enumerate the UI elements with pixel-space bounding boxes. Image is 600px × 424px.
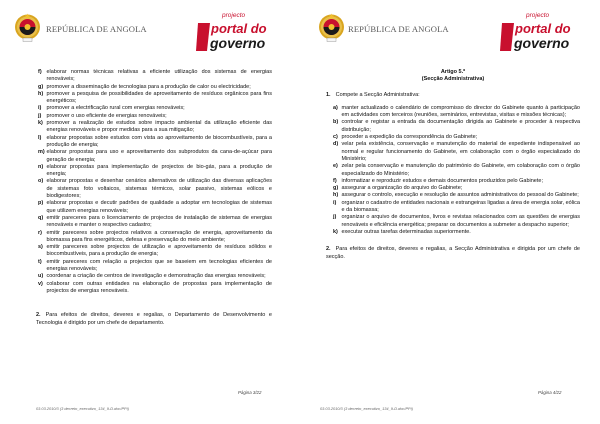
article-subtitle: (Secção Administrativa) — [421, 76, 485, 83]
angola-coat-of-arms-icon — [318, 13, 345, 42]
item-label: q) — [38, 214, 44, 221]
item-text: elaborar propostas para uso e aproveitamento dos subprodutos da cana-de-açúcar para geração de energia; — [46, 149, 272, 163]
item-label: k) — [38, 120, 43, 127]
intro-number: 1. — [326, 91, 331, 98]
article-intro — [326, 92, 580, 99]
item-label: u) — [38, 273, 44, 280]
item-label: r) — [38, 229, 42, 236]
item-text: elaborar normas técnicas relativas a eficiente utilização dos sistemas de energias renováveis; — [46, 69, 272, 83]
list-item — [333, 229, 580, 236]
item-text: promover a electrificação rural com energias renováveis; — [46, 105, 185, 112]
list-item — [38, 281, 272, 296]
item-text: elaborar propostas e decutir padrões de qualidade a adoptar em tecnologias de sistemas que utilizem energias renováveis; — [46, 200, 272, 214]
list-item — [333, 141, 580, 163]
svg-text:governo: governo — [514, 35, 570, 51]
item-text: colaborar com outras entidades na elaboração de propostas para implementação de projectos de energias renováveis. — [46, 280, 272, 294]
item-text: elaborar propostas e desenhar cenários alternativos de utilização das diversas aplicações de sistemas foto voltaicos, sistemas térmicos, solar passivo, sistemas eólicos e biodigestores; — [46, 178, 272, 200]
list-item — [38, 178, 272, 200]
article-title: Artigo 5.º — [440, 69, 466, 75]
item-label: g) — [38, 83, 44, 90]
svg-text:portal do: portal do — [211, 21, 267, 36]
svg-text:projecto: projecto — [526, 12, 550, 19]
item-label: f) — [38, 69, 42, 75]
item-label: l) — [38, 134, 42, 141]
page-number: Página 4/22 — [538, 390, 562, 395]
item-text: organizar o cadastro de entidades nacionais e estrangeiras ligadas a área de energia solar, eólica e da biomassa; — [341, 199, 580, 214]
item-label: c) — [333, 134, 338, 141]
list-item — [38, 113, 272, 120]
item-text: manter actualizado o calendário de compromisso do director do Gabinete quanto à participação em actividades com terceiros (reuniões, seminários, entrevistas, visitas e missões técnicas); — [341, 104, 580, 119]
item-text: controlar e registar a entrada da documentação dirigida ao Gabinete e proceder à respectiva distribuição; — [341, 119, 580, 133]
item-label: a) — [333, 104, 338, 111]
list-item — [38, 84, 272, 91]
item-text: emitir pareceres com relação a projectos que se baseiem em tecnologias eficientes de energias renováveis; — [46, 258, 272, 273]
item-text: zelar pela conservação e manutenção do património do Gabinete, em colaboração com o órgão especializado do Ministério; — [341, 163, 580, 177]
list-item — [38, 273, 272, 280]
list-item — [38, 105, 272, 112]
item-label: m) — [38, 149, 45, 156]
paragraph-number: 2. — [36, 312, 41, 319]
item-text: elaborar propostas para implementação de projectos de bio-gás, para a produção de energia; — [46, 163, 272, 178]
item-label: h) — [38, 90, 44, 97]
list-item — [38, 164, 272, 179]
item-text: promover a disseminação de tecnologias para a produção de calor ou electricidade; — [46, 83, 251, 90]
page-number: Página 3/22 — [238, 390, 262, 395]
list-item — [333, 185, 580, 192]
paragraph-number: 2. — [326, 246, 331, 253]
svg-text:projecto: projecto — [222, 12, 246, 19]
list-item — [333, 119, 580, 134]
right-page-body — [326, 69, 580, 261]
item-text: executar outras tarefas determinadas superiormente. — [341, 228, 471, 235]
item-text: promover o uso eficiente de energias renováveis; — [46, 112, 167, 119]
item-label: n) — [38, 163, 44, 170]
list-item — [333, 178, 580, 185]
document-page-right — [300, 0, 600, 424]
item-label: j) — [333, 214, 337, 221]
item-label: t) — [38, 258, 42, 265]
item-text: informatizar e reproduzir estudos e demais documentos produzidos pelo Gabinete; — [341, 177, 543, 184]
list-item — [333, 105, 580, 120]
svg-text:portal do: portal do — [515, 21, 571, 36]
item-label: j) — [38, 112, 42, 119]
list-item — [38, 230, 272, 245]
item-label: f) — [333, 177, 337, 184]
paragraph-text: Para efeitos de direitos, deveres e regalias, a Secção Administrativa e dirigida por um chefe de secção. — [326, 246, 580, 260]
item-label: i) — [333, 199, 337, 206]
item-label: k) — [333, 228, 338, 235]
list-item — [333, 134, 580, 141]
list-item — [333, 163, 580, 178]
paragraph-text: Para efeitos de direitos, deveres e regalias, o Departamento de Desenvolvimento e Tecnologia é dirigido por um chefe de departamento. — [36, 312, 272, 326]
item-label: v) — [38, 280, 43, 287]
portal-do-governo-logo — [196, 9, 272, 53]
item-text: velar pela existência, conservação e manutenção do material de expediente indispensável ao normal e regular funcionamento do Gabinete, em colaboração com o órgão especializado do Ministério; — [341, 141, 580, 162]
list-item — [38, 120, 272, 135]
left-page-body — [38, 69, 272, 327]
list-item — [38, 149, 272, 164]
closing-paragraph — [326, 246, 580, 261]
angola-coat-of-arms-icon — [14, 13, 41, 42]
item-label: p) — [38, 200, 44, 207]
item-text: emitir pareceres para o licenciamento de projectos de instalação de sistemas de energias renováveis e manter o respectivo cadastro; — [46, 214, 272, 229]
item-label: g) — [333, 185, 339, 192]
item-text: assegurar a organização do arquivo do Gabinete; — [341, 185, 463, 192]
item-text: emitir pareceres sobre projectos relativos a conservação de energia, aproveitamento da biomassa para fins energéticos, defesa e preservação do meio ambiente; — [46, 229, 272, 243]
item-label: b) — [333, 119, 339, 126]
item-text: assegurar o controlo, execução e resolução de assuntos administrativos do pessoal do Gabinete; — [341, 192, 579, 199]
item-label: o) — [38, 178, 44, 185]
republic-title: REPÚBLICA DE ANGOLA — [46, 24, 147, 34]
portal-do-governo-logo — [500, 9, 576, 53]
list-item — [38, 135, 272, 150]
list-item — [38, 91, 272, 106]
item-text: organizar o arquivo de documentos, livros e revistas relacionados com as questões de energias renováveis e eficiência energética; preparar os documentos a submeter a despacho superior; — [341, 214, 580, 228]
intro-text: Compete a Secção Administrativa: — [335, 91, 420, 98]
list-item — [333, 214, 580, 229]
item-label: i) — [38, 105, 42, 112]
file-reference: 03.03.2010/3 (3 decreto_executivo_134_9-D.doc/PPI) — [320, 406, 414, 411]
article-list — [326, 105, 580, 236]
file-reference: 03.03.2010/3 (3 decreto_executivo_134_9-D.doc/PPI) — [36, 406, 130, 411]
list-item — [38, 259, 272, 274]
list-item — [38, 69, 272, 84]
item-text: emitir pareceres sobre projectos de utilização e aproveitamento de resíduos sólidos e biocombustíveis, para a produção de energia; — [46, 244, 272, 258]
list-item — [38, 200, 272, 215]
republic-title: REPÚBLICA DE ANGOLA — [348, 24, 449, 34]
item-text: promover a pesquisa de possibilidades de aproveitamento de resíduos orgânicos para fins energéticos; — [46, 90, 272, 105]
item-text: promover a realização de estudos sobre impacto ambiental da utilização eficiente das energias renováveis e propor medidas para a sua mitigação; — [46, 120, 272, 134]
item-label: h) — [333, 192, 339, 199]
item-text: coordenar a criação de centros de investigação e demonstração das energias renováveis; — [46, 273, 266, 280]
closing-paragraph — [36, 312, 272, 327]
item-label: d) — [333, 141, 339, 148]
list-item — [333, 192, 580, 199]
svg-text:governo: governo — [210, 35, 266, 51]
item-label: s) — [38, 244, 43, 251]
list-item — [333, 200, 580, 215]
item-text: elaborar propostas sobre estudos com vista ao aproveitamento de biocombustíveis, para a produção de energia; — [46, 134, 272, 148]
list-item — [38, 244, 272, 259]
list-item — [38, 215, 272, 230]
item-text: proceder a expedição da correspondência do Gabinete; — [341, 134, 478, 141]
item-label: e) — [333, 163, 338, 170]
